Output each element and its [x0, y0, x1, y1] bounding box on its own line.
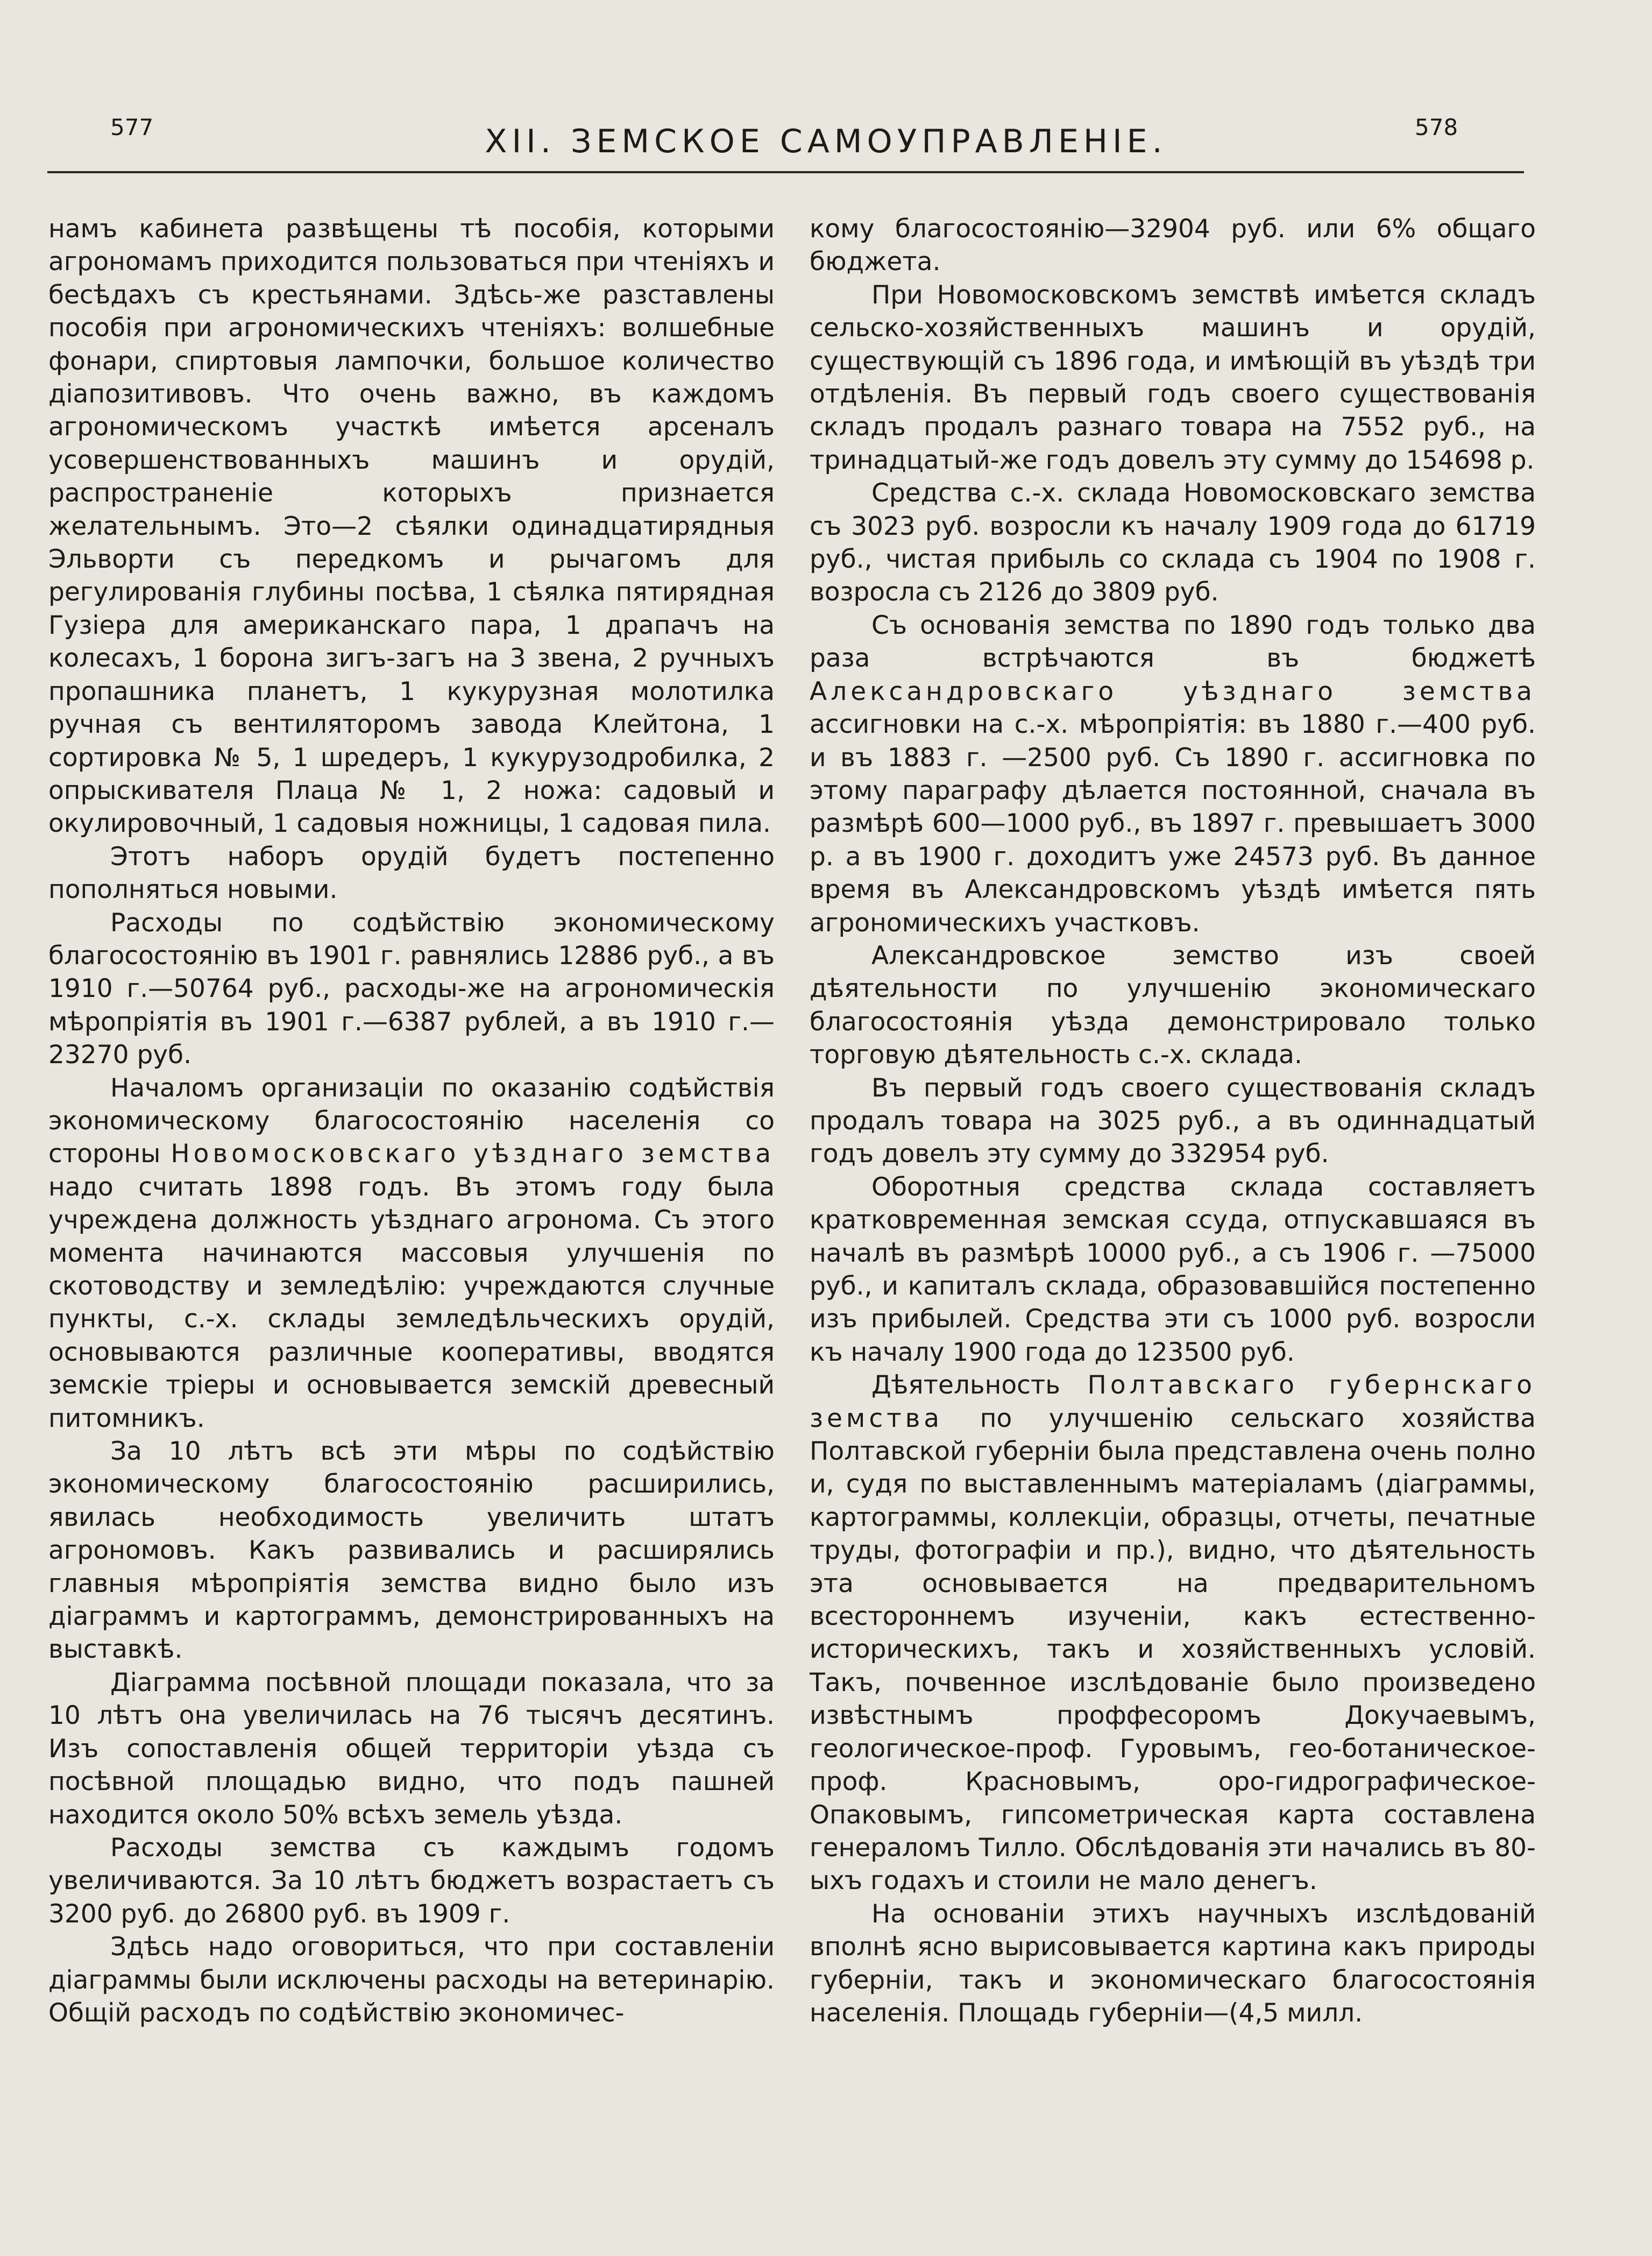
text-run: Здѣсь надо оговориться, что при составленіи діаграммы были исключены расходы на ветеринарію. Общій расходъ по содѣйствію экономичес- — [48, 1932, 775, 2028]
text-run: намъ кабинета развѣщены тѣ пособія, которыми агрономамъ приходится пользоваться при чтеніяхъ и бесѣдахъ съ крестьянами. Здѣсь-же разставлены пособія при агрономическихъ чтеніяхъ: волшебные фонари, спиртовыя лампочки, большое количество діапозитивовъ. Что очень важно, въ каждомъ агрономическомъ участкѣ имѣется арсеналъ усовершенствованныхъ машинъ и орудій, распространеніе которыхъ признается желательнымъ. Это—2 сѣялки одинадцатирядныя Эльворти съ передкомъ и рычагомъ для регулированія глубины посѣва, 1 сѣялка пятирядная Гузіера для американскаго пара, 1 драпачъ на колесахъ, 1 борона зигъ-загъ на 3 звена, 2 ручныхъ пропашника планетъ, 1 кукурузная молотилка ручная съ вентиляторомъ завода Клейтона, 1 сортировка № 5, 1 шредеръ, 1 кукурузодробилка, 2 опрыскивателя Плаца № 1, 2 ножа: садовый и окулировочный, 1 садовыя ножницы, 1 садовая пила. — [48, 214, 775, 839]
text-run: ассигновки на с.-х. мѣропріятія: въ 1880 г.—400 руб. и въ 1883 г. —2500 руб. Съ 1890 г. ассигновка по этому параграфу дѣлается постоянной, сначала въ размѣрѣ 600—1000 руб., въ 1897 г. превышаетъ 3000 р. а въ 1900 г. доходитъ уже 24573 руб. Въ данное время въ Александровскомъ уѣздѣ имѣется пять агрономическихъ участковъ. — [810, 710, 1536, 938]
paragraph — [810, 1171, 1536, 1369]
paragraph — [48, 1072, 775, 1435]
paragraph — [48, 1435, 775, 1666]
paragraph — [810, 609, 1536, 939]
running-head: XII. ЗЕМСКОЕ САМОУПРАВЛЕНIЕ. — [485, 123, 1167, 160]
text-run: по улучшенію сельскаго хозяйства Полтавской губерніи была представлена очень полно и, судя по выставленнымъ матеріаламъ (діаграммы, картограммы, коллекціи, образцы, отчеты, печатные труды, фотографіи и пр.), видно, что дѣятельность эта основывается на предварительномъ всестороннемъ изученіи, какъ естественно-историческихъ, такъ и хозяйственныхъ условій. Такъ, почвенное изслѣдованіе было произведено извѣстнымъ проффесоромъ Докучаевымъ, геологическое-проф. Гуровымъ, гео-ботаническое-проф. Красновымъ, оро-гидрографическое-Опаковымъ, гипсометрическая карта составлена генераломъ Тилло. Обслѣдованія эти начались въ 80-ыхъ годахъ и стоили не мало денегъ. — [810, 1403, 1536, 1896]
paragraph — [48, 1831, 775, 1930]
paragraph — [810, 279, 1536, 477]
text-run: На основаніи этихъ научныхъ изслѣдованій вполнѣ ясно вырисовывается картина какъ природы губерніи, такъ и экономическаго благосостоянія населенія. Площадь губерніи—(4,5 милл. — [810, 1899, 1536, 2028]
text-run: надо считать 1898 годъ. Въ этомъ году была учреждена должность уѣзднаго агронома. Съ этого момента начинаются массовыя улучшенія по скотоводству и земледѣлію: учреждаются случные пункты, с.-х. склады земледѣльческихъ орудій, основываются различные кооперативы, вводятся земскіе тріеры и основывается земскій древесный питомникъ. — [48, 1172, 775, 1433]
header-rule — [47, 171, 1524, 173]
paragraph — [810, 939, 1536, 1072]
text-run: Александровское земство изъ своей дѣятельности по улучшенію экономическаго благосостоянія уѣзда демонстрировало только торговую дѣятельность с.-х. склада. — [810, 940, 1536, 1070]
text-run: Въ первый годъ своего существованія складъ продалъ товара на 3025 руб., а въ одиннадцатый годъ довелъ эту сумму до 332954 руб. — [810, 1073, 1536, 1169]
text-run: Съ основанія земства по 1890 годъ только два раза встрѣчаются въ бюджетѣ — [810, 610, 1536, 674]
text-run: При Новомосковскомъ земствѣ имѣется складъ сельско-хозяйственныхъ машинъ и орудій, существующій съ 1896 года, и имѣющій въ уѣздѣ три отдѣленія. Въ первый годъ своего существованія складъ продалъ разнаго товара на 7552 руб., на тринадцатый-же годъ довелъ эту сумму до 154698 р. — [810, 280, 1536, 475]
text-run: Началомъ организаціи по оказанію содѣйствія экономическому благосостоянію населенія со стороны — [48, 1073, 775, 1169]
page-number-left: 577 — [110, 114, 154, 140]
text-run: Дѣятельность — [871, 1370, 1088, 1401]
text-run: кому благосостоянію—32904 руб. или 6% общаго бюджета. — [810, 214, 1536, 277]
paragraph — [48, 1930, 775, 2029]
paragraph — [810, 1369, 1536, 1898]
paragraph — [810, 213, 1536, 279]
text-run: Средства с.-х. склада Новомосковскаго земства съ 3023 руб. возросли къ началу 1909 года до 61719 руб., чистая прибыль со склада съ 1904 по 1908 г. возросла съ 2126 до 3809 руб. — [810, 478, 1536, 607]
text-run: Оборотныя средства склада составляетъ кратковременная земская ссуда, отпускавшаяся въ началѣ въ размѣрѣ 10000 руб., а съ 1906 г. —75000 руб., и капиталъ склада, образовавшійся постепенно изъ прибылей. Средства эти съ 1000 руб. возросли къ началу 1900 года до 123500 руб. — [810, 1172, 1536, 1367]
left-column — [48, 213, 775, 2029]
right-column — [810, 213, 1536, 2029]
paragraph — [810, 477, 1536, 609]
spaced-emphasis: Полтавскаго губернскаго земства — [810, 1370, 1536, 1433]
spaced-emphasis: Новомосковскаго уѣзднаго земства — [171, 1139, 775, 1169]
text-run: Расходы по содѣйствію экономическому благосостоянію въ 1901 г. равнялись 12886 руб., а въ 1910 г.—50764 руб., расходы-же на агрономическія мѣропріятія въ 1901 г.—6387 рублей, а въ 1910 г.—23270 руб. — [48, 908, 775, 1070]
spaced-emphasis: Александровскаго уѣзднаго земства — [810, 676, 1536, 706]
page-number-right: 578 — [1415, 114, 1458, 140]
paragraph — [48, 1666, 775, 1831]
paragraph — [48, 840, 775, 907]
text-run: За 10 лѣтъ всѣ эти мѣры по содѣйствію экономическому благосостоянію расширились, явилась необходимость увеличить штатъ агрономовъ. Какъ развивались и расширялись главныя мѣропріятія земства видно было изъ діаграммъ и картограммъ, демонстрированныхъ на выставкѣ. — [48, 1437, 775, 1665]
text-run: Діаграмма посѣвной площади показала, что за 10 лѣтъ она увеличилась на 76 тысячъ десятинъ. Изъ сопоставленія общей территоріи уѣзда съ посѣвной площадью видно, что подъ пашней находится около 50% всѣхъ земель уѣзда. — [48, 1667, 775, 1830]
text-run: Этотъ наборъ орудій будетъ постепенно пополняться новыми. — [48, 841, 775, 905]
text-run: Расходы земства съ каждымъ годомъ увеличиваются. За 10 лѣтъ бюджетъ возрастаетъ съ 3200 руб. до 26800 руб. въ 1909 г. — [48, 1833, 775, 1929]
paragraph — [48, 213, 775, 840]
paragraph — [810, 1898, 1536, 2030]
paragraph — [48, 907, 775, 1072]
paragraph — [810, 1072, 1536, 1171]
